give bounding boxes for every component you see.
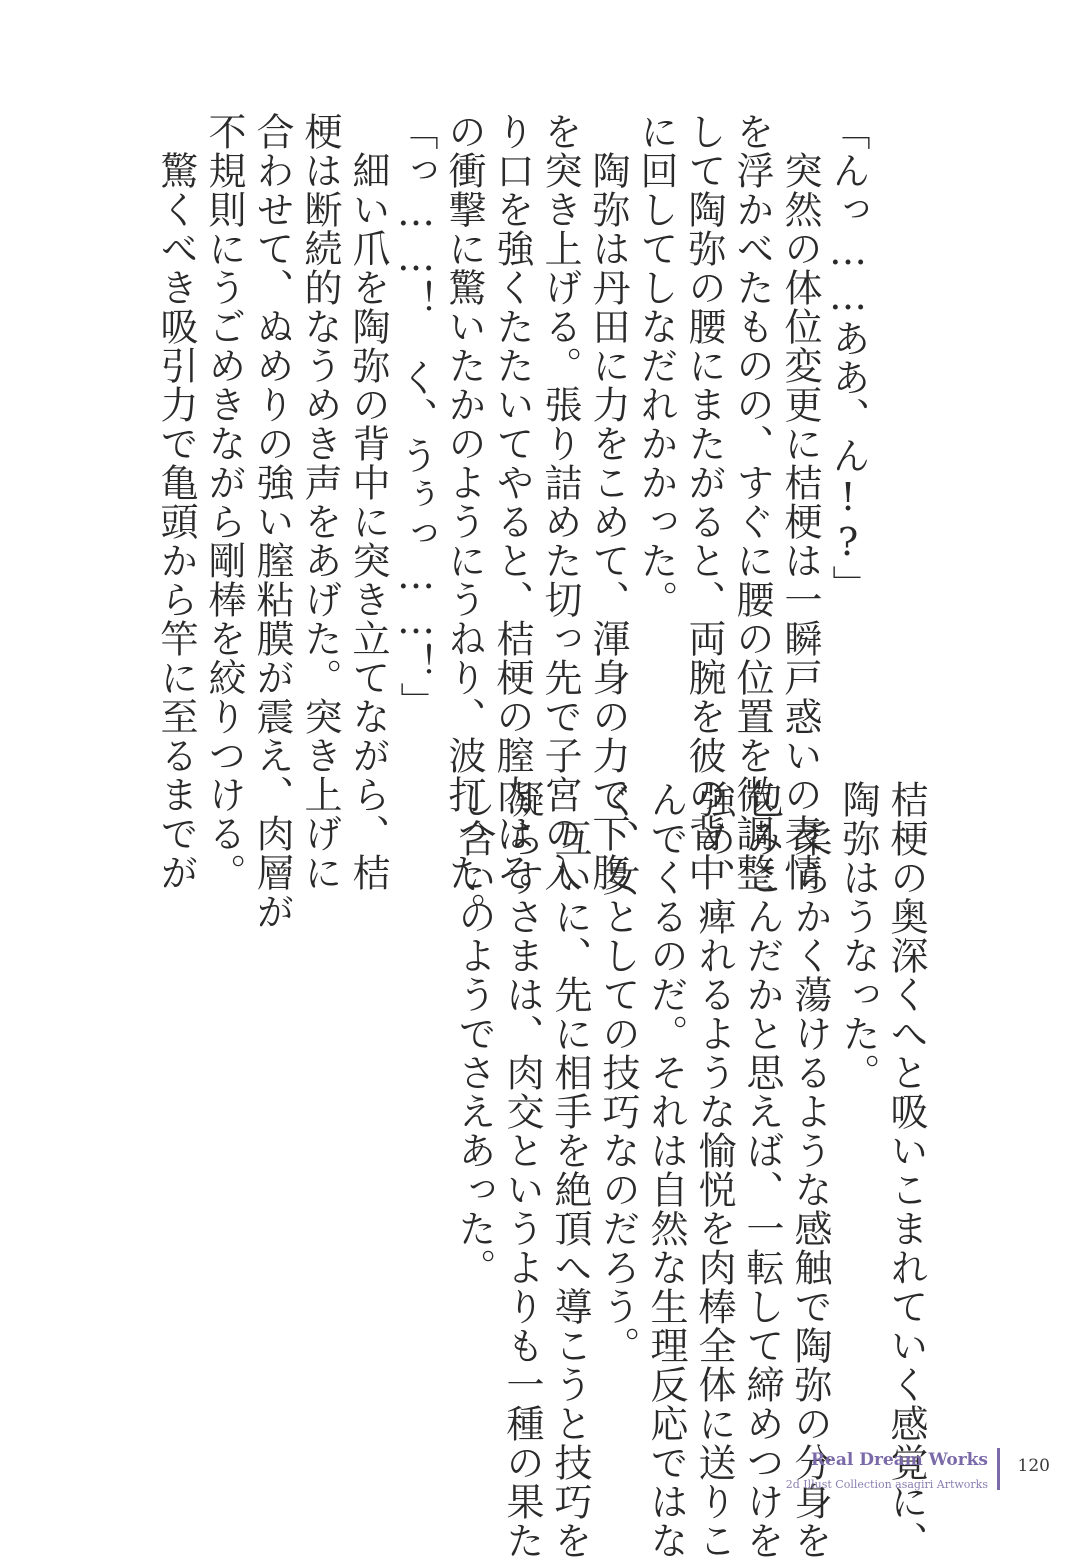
text-line: 「んっ……ああ、ん!?」	[826, 112, 870, 604]
text-line: く、女としての技巧なのだろう。	[596, 780, 640, 1365]
text-line: 梗は断続的なうめき声をあげた。突き上げに	[298, 112, 342, 892]
page-footer	[785, 1442, 1058, 1502]
text-line: 「っ……！ く、うぅっ……！」	[394, 112, 438, 721]
text-line: 互いに、先に相手を絶頂へ導こうと技巧を	[548, 780, 592, 1560]
text-line: 細い爪を陶弥の背中に突き立てながら、桔	[346, 112, 390, 892]
text-line: り口を強くたたいてやると、桔梗の膣内はそ	[490, 112, 534, 892]
text-line: 突然の体位変更に桔梗は一瞬戸惑いの表情	[778, 112, 822, 892]
footer-brand: Real Dream Works	[810, 1450, 988, 1470]
text-line: 合わせて、ぬめりの強い膣粘膜が震え、肉層が	[250, 112, 294, 931]
text-line: して陶弥の腰にまたがると、両腕を彼の背中	[682, 112, 726, 892]
text-line: 包みこんだかと思えば、一転して締めつけを	[740, 780, 784, 1560]
text-block-top	[152, 112, 872, 931]
footer-divider	[997, 1448, 1000, 1490]
text-line: に回してしなだれかかった。	[634, 112, 678, 619]
text-line: 凝らすさまは、肉交というよりも一種の果た	[500, 780, 544, 1560]
text-line: 柔らかく蕩けるような感触で陶弥の分身を	[788, 780, 832, 1560]
text-line: 陶弥は丹田に力をこめて、渾身の力で下腹	[586, 112, 630, 892]
text-line: 驚くべき吸引力で亀頭から竿に至るまでが	[154, 112, 198, 892]
text-line: し合いのようでさえあった。	[452, 780, 496, 1287]
footer-subtitle: 2d Illust Collection asagiri Artworks	[785, 1478, 988, 1491]
page-number: 120	[1017, 1456, 1050, 1476]
text-line: の衝撃に驚いたかのようにうねり、波打った。	[442, 112, 486, 931]
text-line: 陶弥はうなった。	[836, 780, 880, 1092]
text-line: んでくるのだ。それは自然な生理反応ではな	[644, 780, 688, 1560]
text-line: を浮かべたものの、すぐに腰の位置を微調整	[730, 112, 774, 892]
text-line: を突き上げる。張り詰めた切っ先で子宮の入	[538, 112, 582, 892]
text-line: 桔梗の奥深くへと吸いこまれていく感覚に、	[884, 780, 928, 1560]
text-line: 不規則にうごめきながら剛棒を絞りつける。	[202, 112, 246, 892]
text-line: 強め、痺れるような愉悦を肉棒全体に送りこ	[692, 780, 736, 1560]
